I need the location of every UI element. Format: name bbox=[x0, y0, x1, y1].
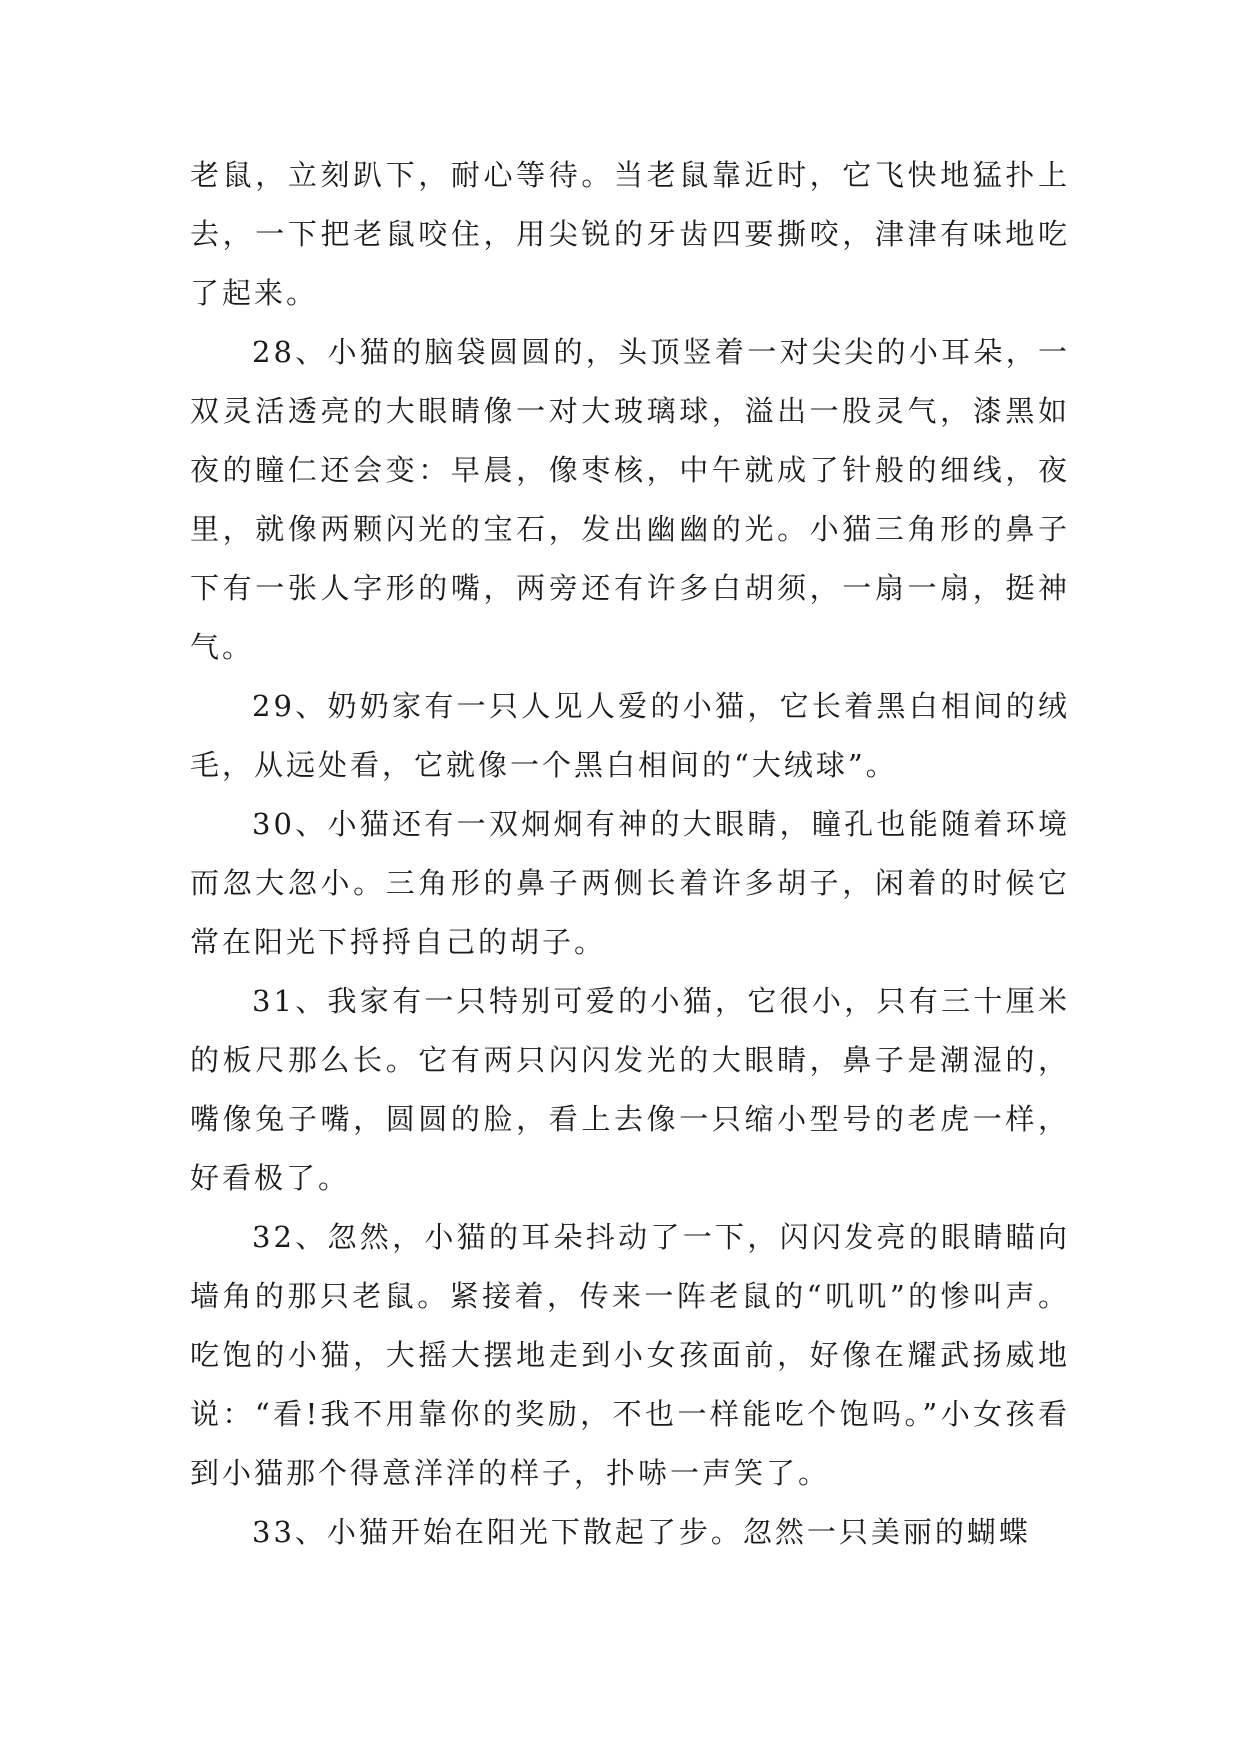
paragraph-continuation: 老鼠，立刻趴下，耐心等待。当老鼠靠近时，它飞快地猛扑上去，一下把老鼠咬住，用尖锐的牙齿四要撕咬，津津有味地吃了起来。 bbox=[190, 158, 1070, 310]
paragraph-30: 30、小猫还有一双炯炯有神的大眼睛，瞳孔也能随着环境而忽大忽小。三角形的鼻子两侧长着许多胡子，闲着的时候它常在阳光下捋捋自己的胡子。 bbox=[190, 807, 1070, 959]
paragraph-29: 29、奶奶家有一只人见人爱的小猫，它长着黑白相间的绒毛，从远处看，它就像一个黑白相间的“大绒球”。 bbox=[190, 689, 1070, 782]
paragraph-28: 28、小猫的脑袋圆圆的，头顶竖着一对尖尖的小耳朵，一双灵活透亮的大眼睛像一对大玻璃球，溢出一股灵气，漆黑如夜的瞳仁还会变：早晨，像枣核，中午就成了针般的细线，夜里，就像两颗闪光的宝石，发出幽幽的光。小猫三角形的鼻子下有一张人字形的嘴，两旁还有许多白胡须，一扇一扇，挺神气。 bbox=[190, 335, 1070, 664]
paragraph-33: 33、小猫开始在阳光下散起了步。忽然一只美丽的蝴蝶 bbox=[252, 1515, 1031, 1549]
paragraph-31: 31、我家有一只特别可爱的小猫，它很小，只有三十厘米的板尺那么长。它有两只闪闪发光的大眼睛，鼻子是潮湿的，嘴像兔子嘴，圆圆的脸，看上去像一只缩小型号的老虎一样，好看极了。 bbox=[190, 984, 1070, 1195]
paragraph-32: 32、忽然，小猫的耳朵抖动了一下，闪闪发亮的眼睛瞄向墙角的那只老鼠。紧接着，传来一阵老鼠的“叽叽”的惨叫声。吃饱的小猫，大摇大摆地走到小女孩面前，好像在耀武扬威地说：“看!我不用靠你的奖励，不也一样能吃个饱吗。”小女孩看到小猫那个得意洋洋的样子，扑哧一声笑了。 bbox=[190, 1220, 1070, 1490]
document-page bbox=[190, 146, 1070, 1562]
